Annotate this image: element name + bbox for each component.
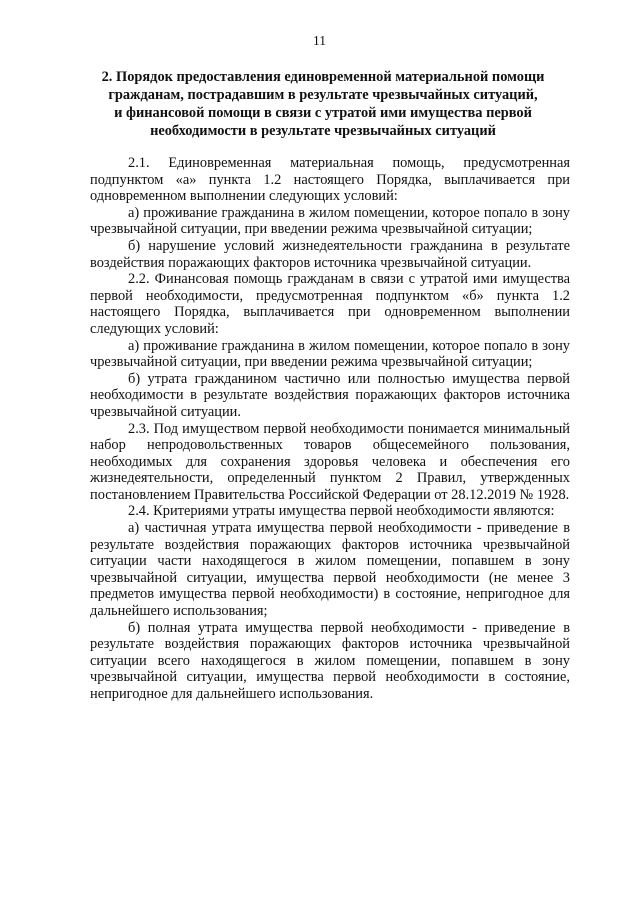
- paragraph-2-4-a: а) частичная утрата имущества первой необходимости - приведение в результате воздействия поражающих факторов источника чрезвычайной ситуации части находящегося в жилом помещении, попавшем в зону чрезвычайной ситуации, имущества первой необходимости (не менее 3 предметов имущества первой необходимости) в состояние, непригодное для дальнейшего использования;: [90, 520, 570, 620]
- paragraph-2-2: 2.2. Финансовая помощь гражданам в связи с утратой ими имущества первой необходимости, предусмотренная подпунктом «б» пункта 1.2 настоящего Порядка, выплачивается при одновременном выполнении следующих условий:: [90, 271, 570, 337]
- section-title-line: гражданам, пострадавшим в результате чрезвычайных ситуаций,: [108, 87, 538, 103]
- page-number: 11: [313, 33, 326, 48]
- section-title-line: необходимости в результате чрезвычайных ситуаций: [150, 123, 496, 139]
- paragraph-2-1-a: а) проживание гражданина в жилом помещении, которое попало в зону чрезвычайной ситуации, при введении режима чрезвычайной ситуации;: [90, 204, 570, 238]
- document-body: [90, 155, 570, 703]
- paragraph-2-2-a: а) проживание гражданина в жилом помещении, которое попало в зону чрезвычайной ситуации, при введении режима чрезвычайной ситуации;: [90, 337, 570, 371]
- section-title: [88, 68, 558, 140]
- section-title-line: 2. Порядок предоставления единовременной материальной помощи: [101, 69, 545, 85]
- paragraph-2-1: 2.1. Единовременная материальная помощь, предусмотренная подпунктом «а» пункта 1.2 настоящего Порядка, выплачивается при одновременном выполнении следующих условий:: [90, 155, 570, 205]
- paragraph-2-1-b: б) нарушение условий жизнедеятельности гражданина в результате воздействия поражающих факторов источника чрезвычайной ситуации.: [90, 237, 570, 271]
- paragraph-2-4-b: б) полная утрата имущества первой необходимости - приведение в результате воздействия поражающих факторов источника чрезвычайной ситуации всего находящегося в жилом помещении, попавшем в зону чрезвычайной ситуации, имущества первой необходимости в состояние, непригодное для дальнейшего использования.: [90, 619, 570, 702]
- paragraph-2-4: 2.4. Критериями утраты имущества первой необходимости являются:: [128, 503, 555, 520]
- section-title-line: и финансовой помощи в связи с утратой ими имущества первой: [114, 105, 532, 121]
- paragraph-2-2-b: б) утрата гражданином частично или полностью имущества первой необходимости в результате воздействия поражающих факторов источника чрезвычайной ситуации.: [90, 370, 570, 420]
- paragraph-2-3: 2.3. Под имуществом первой необходимости понимается минимальный набор непродовольственных товаров общесемейного пользования, необходимых для сохранения здоровья человека и обеспечения его жизнедеятельности, определенный пунктом 2 Правил, утвержденных постановлением Правительства Российской Федерации от 28.12.2019 № 1928.: [90, 420, 570, 503]
